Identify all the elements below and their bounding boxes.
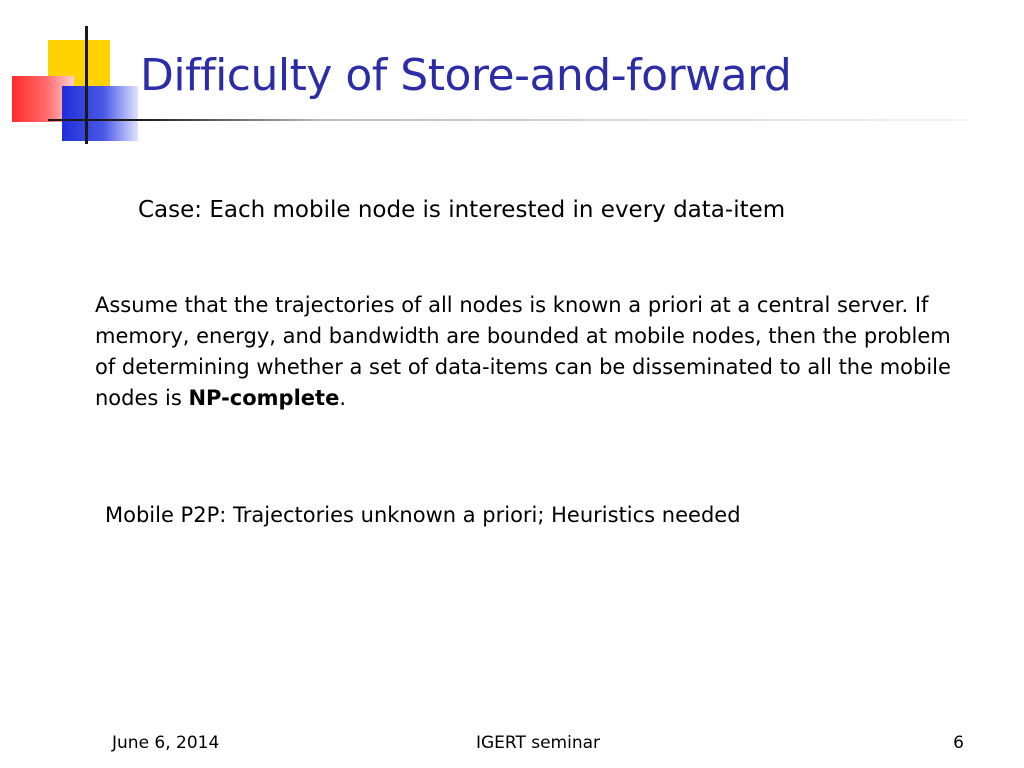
footer-date: June 6, 2014 [112,733,220,753]
horizontal-rule [48,119,968,121]
assumption-text: Assume that the trajectories of all nodes is known a priori at a central server. If memory, energy, and bandwidth are bounded at mobile nodes, then the problem of determining whether a set of data-items can be disseminated to all the mobile nodes is [95,293,951,410]
footer-title: IGERT seminar [475,733,601,753]
slide-title: Difficulty of Store-and-forward [140,50,792,101]
assumption-paragraph [95,290,955,414]
case-statement: Case: Each mobile node is interested in every data-item [138,197,786,223]
np-complete-emphasis: NP-complete [188,386,340,410]
slide-number: 6 [953,733,964,753]
assumption-period: . [339,386,346,410]
mobile-p2p-statement: Mobile P2P: Trajectories unknown a priori; Heuristics needed [105,503,741,527]
